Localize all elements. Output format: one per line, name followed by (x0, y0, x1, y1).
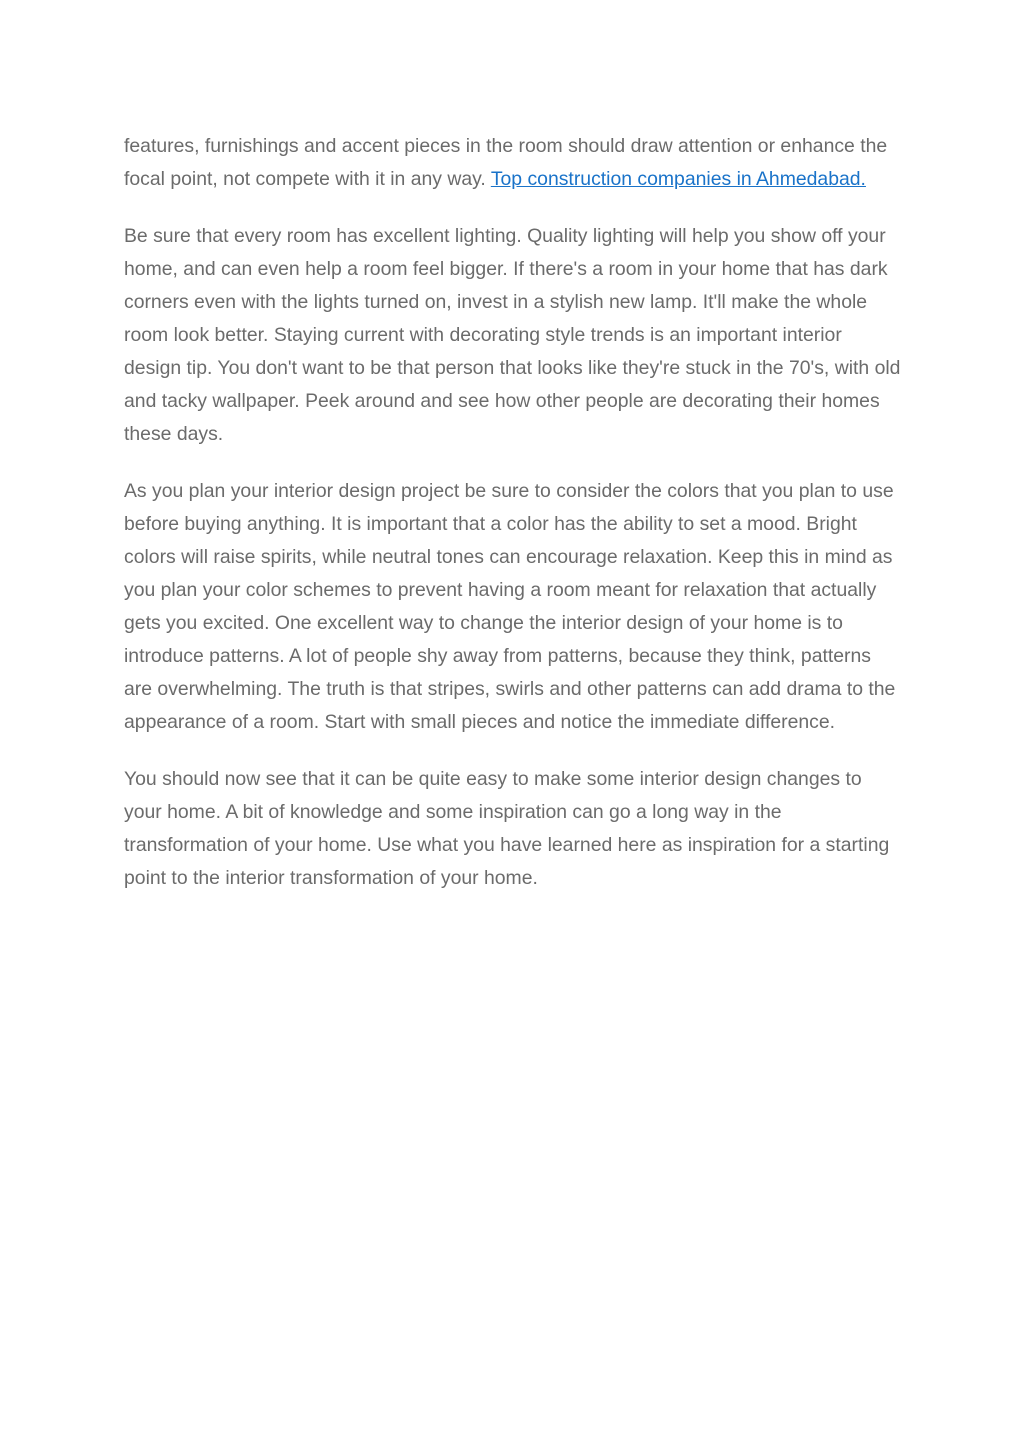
paragraph-3: As you plan your interior design project be sure to consider the colors that you plan to use before buying anything. It is important that a color has the ability to set a mood. Bright colors will raise spirits, while neutral tones can encourage relaxation. Keep this in mind as you plan your color schemes to prevent having a room meant for relaxation that actually gets you excited. One excellent way to change the interior design of your home is to introduce patterns. A lot of people shy away from patterns, because they think, patterns are overwhelming. The truth is that stripes, swirls and other patterns can add drama to the appearance of a room. Start with small pieces and notice the immediate difference. (124, 480, 896, 733)
paragraph-1 (124, 130, 904, 196)
paragraph-1-text: features, furnishings and accent pieces in the room should draw attention or enhance the focal point, not compete with it in any way. (124, 135, 888, 190)
paragraph-4: You should now see that it can be quite easy to make some interior design changes to your home. A bit of knowledge and some inspiration can go a long way in the transformation of your home. Use what you have learned here as inspiration for a starting point to the interior transformation of your home. (124, 768, 890, 889)
document-page (124, 130, 904, 919)
paragraph-2: Be sure that every room has excellent lighting. Quality lighting will help you show off your home, and can even help a room feel bigger. If there's a room in your home that has dark corners even with the lights turned on, invest in a stylish new lamp. It'll make the whole room look better. Staying current with decorating style trends is an important interior design tip. You don't want to be that person that looks like they're stuck in the 70's, with old and tacky wallpaper. Peek around and see how other people are decorating their homes these days. (124, 225, 901, 445)
construction-companies-link[interactable]: Top construction companies in Ahmedabad. (490, 168, 866, 190)
